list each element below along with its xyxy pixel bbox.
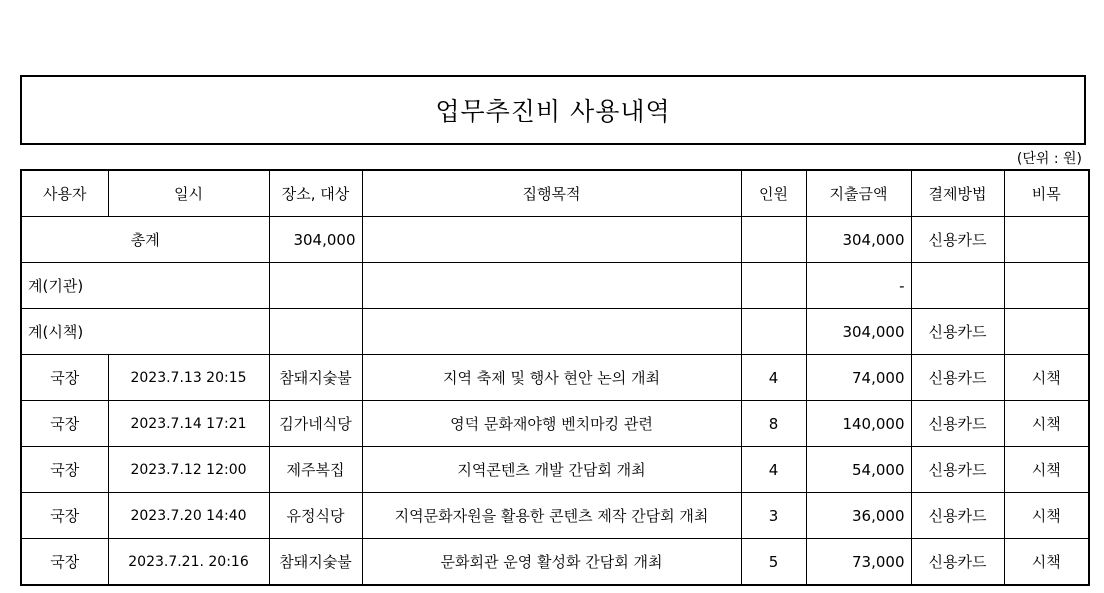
cell-user: 국장: [21, 493, 108, 539]
expense-table: [20, 169, 1090, 586]
summary-city-people: [741, 309, 806, 355]
cell-user: 국장: [21, 539, 108, 586]
cell-datetime: 2023.7.13 20:15: [108, 355, 269, 401]
summary-total-label: 총계: [21, 217, 269, 263]
cell-payment: 신용카드: [911, 539, 1004, 586]
cell-place: 유정식당: [269, 493, 362, 539]
cell-amount: 36,000: [806, 493, 911, 539]
table-row: [21, 539, 1089, 586]
cell-amount: 73,000: [806, 539, 911, 586]
cell-payment: 신용카드: [911, 401, 1004, 447]
header-row: [21, 170, 1089, 217]
cell-payment: 신용카드: [911, 355, 1004, 401]
cell-datetime: 2023.7.21. 20:16: [108, 539, 269, 586]
cell-user: 국장: [21, 401, 108, 447]
header-user: 사용자: [21, 170, 108, 217]
summary-city-payment: 신용카드: [911, 309, 1004, 355]
summary-total-payment: 신용카드: [911, 217, 1004, 263]
cell-datetime: 2023.7.12 12:00: [108, 447, 269, 493]
summary-agency-label: 계(기관): [21, 263, 269, 309]
cell-note: 시책: [1004, 355, 1089, 401]
cell-user: 국장: [21, 355, 108, 401]
cell-note: 시책: [1004, 493, 1089, 539]
summary-agency-place: [269, 263, 362, 309]
cell-datetime: 2023.7.14 17:21: [108, 401, 269, 447]
title-box: [20, 75, 1086, 145]
summary-total-people: [741, 217, 806, 263]
header-people: 인원: [741, 170, 806, 217]
header-payment: 결제방법: [911, 170, 1004, 217]
cell-amount: 54,000: [806, 447, 911, 493]
header-purpose: 집행목적: [362, 170, 741, 217]
summary-agency-people: [741, 263, 806, 309]
summary-total-amount: 304,000: [806, 217, 911, 263]
page-title: 업무추진비 사용내역: [435, 97, 671, 126]
table-row: [21, 493, 1089, 539]
cell-place: 제주복집: [269, 447, 362, 493]
cell-note: 시책: [1004, 401, 1089, 447]
summary-total-place: 304,000: [269, 217, 362, 263]
header-place: 장소, 대상: [269, 170, 362, 217]
cell-people: 4: [741, 355, 806, 401]
table-row: [21, 447, 1089, 493]
cell-purpose: 지역 축제 및 행사 현안 논의 개최: [362, 355, 741, 401]
summary-total-purpose: [362, 217, 741, 263]
table-row: [21, 401, 1089, 447]
header-amount: 지출금액: [806, 170, 911, 217]
table-row: [21, 355, 1089, 401]
summary-agency-note: [1004, 263, 1089, 309]
summary-row-total: [21, 217, 1089, 263]
header-datetime: 일시: [108, 170, 269, 217]
summary-city-purpose: [362, 309, 741, 355]
cell-amount: 140,000: [806, 401, 911, 447]
cell-place: 김가네식당: [269, 401, 362, 447]
cell-note: 시책: [1004, 539, 1089, 586]
summary-agency-amount: -: [806, 263, 911, 309]
cell-people: 5: [741, 539, 806, 586]
summary-agency-purpose: [362, 263, 741, 309]
summary-city-place: [269, 309, 362, 355]
cell-amount: 74,000: [806, 355, 911, 401]
header-note: 비목: [1004, 170, 1089, 217]
cell-payment: 신용카드: [911, 493, 1004, 539]
unit-label: (단위 : 원): [1016, 151, 1082, 167]
summary-total-note: [1004, 217, 1089, 263]
cell-people: 3: [741, 493, 806, 539]
cell-purpose: 지역콘텐츠 개발 간담회 개최: [362, 447, 741, 493]
cell-note: 시책: [1004, 447, 1089, 493]
summary-row-agency: [21, 263, 1089, 309]
summary-row-city: [21, 309, 1089, 355]
cell-user: 국장: [21, 447, 108, 493]
cell-purpose: 문화회관 운영 활성화 간담회 개최: [362, 539, 741, 586]
cell-people: 4: [741, 447, 806, 493]
summary-city-label: 계(시책): [21, 309, 269, 355]
cell-payment: 신용카드: [911, 447, 1004, 493]
cell-people: 8: [741, 401, 806, 447]
cell-purpose: 영덕 문화재야행 벤치마킹 관련: [362, 401, 741, 447]
summary-city-amount: 304,000: [806, 309, 911, 355]
cell-place: 참돼지숯불: [269, 539, 362, 586]
cell-purpose: 지역문화자원을 활용한 콘텐츠 제작 간담회 개최: [362, 493, 741, 539]
summary-agency-payment: [911, 263, 1004, 309]
cell-place: 참돼지숯불: [269, 355, 362, 401]
cell-datetime: 2023.7.20 14:40: [108, 493, 269, 539]
summary-city-note: [1004, 309, 1089, 355]
